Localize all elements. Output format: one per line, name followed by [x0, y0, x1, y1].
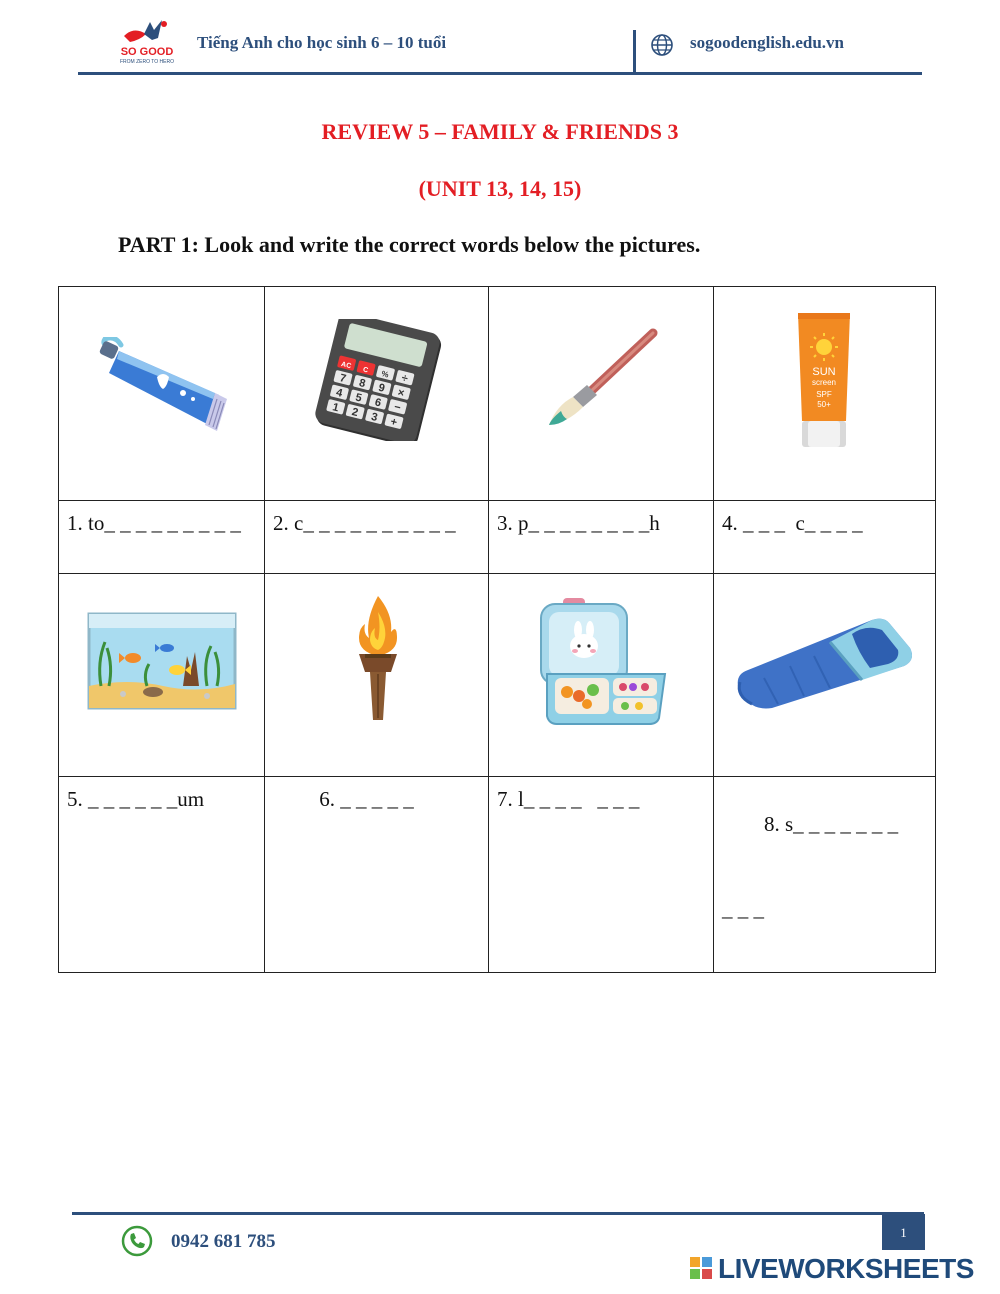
answer-prompt-1[interactable]: 1. to_ _ _ _ _ _ _ _ _ — [67, 511, 241, 535]
image-cell-3 — [489, 287, 714, 501]
answer-prompt-8[interactable] — [714, 777, 935, 972]
image-row-2 — [59, 574, 936, 777]
worksheet-table — [58, 286, 936, 973]
image-cell-2 — [265, 287, 489, 501]
sunscreen-icon — [796, 311, 852, 449]
sunscreen-label: SUN — [812, 366, 836, 378]
answer-prompt-3[interactable]: 3. p_ _ _ _ _ _ _ _h — [497, 511, 660, 535]
answer-prompt-5[interactable]: 5. _ _ _ _ _ _um — [67, 787, 205, 811]
svg-text:÷: ÷ — [400, 372, 410, 386]
svg-text:2: 2 — [350, 406, 360, 420]
globe-icon — [650, 33, 674, 57]
svg-text:−: − — [392, 401, 402, 415]
worksheet-title: REVIEW 5 – FAMILY & FRIENDS 3 — [321, 119, 679, 144]
phone-icon — [121, 1225, 153, 1257]
answer-prompt-2[interactable]: 2. c_ _ _ _ _ _ _ _ _ _ — [273, 511, 456, 535]
aquarium-icon — [87, 612, 237, 710]
answer-prompt-8-line2: _ _ _ — [722, 896, 764, 921]
logo-text: SO GOOD — [120, 46, 174, 58]
image-cell-1 — [59, 287, 265, 501]
svg-text:7: 7 — [338, 372, 348, 386]
svg-text:AC: AC — [340, 360, 352, 371]
svg-text:6: 6 — [373, 396, 383, 410]
svg-text:4: 4 — [334, 386, 344, 400]
header-divider — [633, 30, 636, 74]
answer-row-1 — [59, 501, 936, 574]
footer-phone[interactable]: 0942 681 785 — [171, 1231, 276, 1252]
liveworksheets-wordmark: LIVEWORKSHEETS — [718, 1253, 974, 1284]
lunch-box-icon — [535, 596, 671, 726]
page-number: 1 — [882, 1214, 925, 1250]
svg-text:+: + — [389, 415, 399, 429]
logo-subtext: FROM ZERO TO HERO — [120, 59, 174, 65]
image-cell-5 — [59, 574, 265, 777]
image-cell-7 — [489, 574, 714, 777]
svg-text:5: 5 — [354, 391, 364, 405]
svg-text:9: 9 — [377, 381, 387, 395]
paintbrush-icon — [543, 327, 661, 433]
svg-text:C: C — [362, 366, 369, 375]
header-rule — [78, 72, 922, 75]
svg-text:8: 8 — [357, 376, 367, 391]
image-row-1 — [59, 287, 936, 501]
svg-text:50+: 50+ — [817, 400, 831, 409]
answer-prompt-8-line1: 8. s_ _ _ _ _ _ _ — [764, 812, 899, 837]
liveworksheets-logo-icon — [690, 1257, 712, 1279]
footer-rule — [72, 1212, 924, 1215]
svg-text:%: % — [380, 369, 390, 380]
svg-text:×: × — [396, 386, 406, 400]
image-cell-6 — [265, 574, 489, 777]
torch-icon — [353, 594, 403, 724]
answer-prompt-4[interactable]: 4. _ _ _ c_ _ _ _ — [722, 511, 863, 535]
svg-text:SPF: SPF — [816, 390, 832, 399]
answer-row-2 — [59, 777, 936, 973]
sogood-logo — [116, 18, 178, 66]
part1-instruction: PART 1: Look and write the correct words below the pictures. — [118, 232, 701, 257]
svg-text:screen: screen — [811, 378, 837, 387]
image-cell-8 — [714, 574, 936, 777]
worksheet-subtitle: (UNIT 13, 14, 15) — [418, 176, 582, 201]
header-tagline: Tiếng Anh cho học sinh 6 – 10 tuổi — [197, 33, 447, 52]
svg-text:3: 3 — [369, 410, 379, 425]
toothpaste-icon — [97, 337, 232, 432]
answer-prompt-7[interactable]: 7. l_ _ _ _ _ _ _ — [497, 787, 640, 811]
header-website[interactable]: sogoodenglish.edu.vn — [690, 33, 844, 52]
svg-text:1: 1 — [331, 401, 340, 415]
sleeping-bag-icon — [734, 612, 916, 712]
answer-prompt-6[interactable]: 6. _ _ _ _ _ — [319, 787, 414, 811]
image-cell-4 — [714, 287, 936, 501]
calculator-icon — [305, 319, 450, 441]
